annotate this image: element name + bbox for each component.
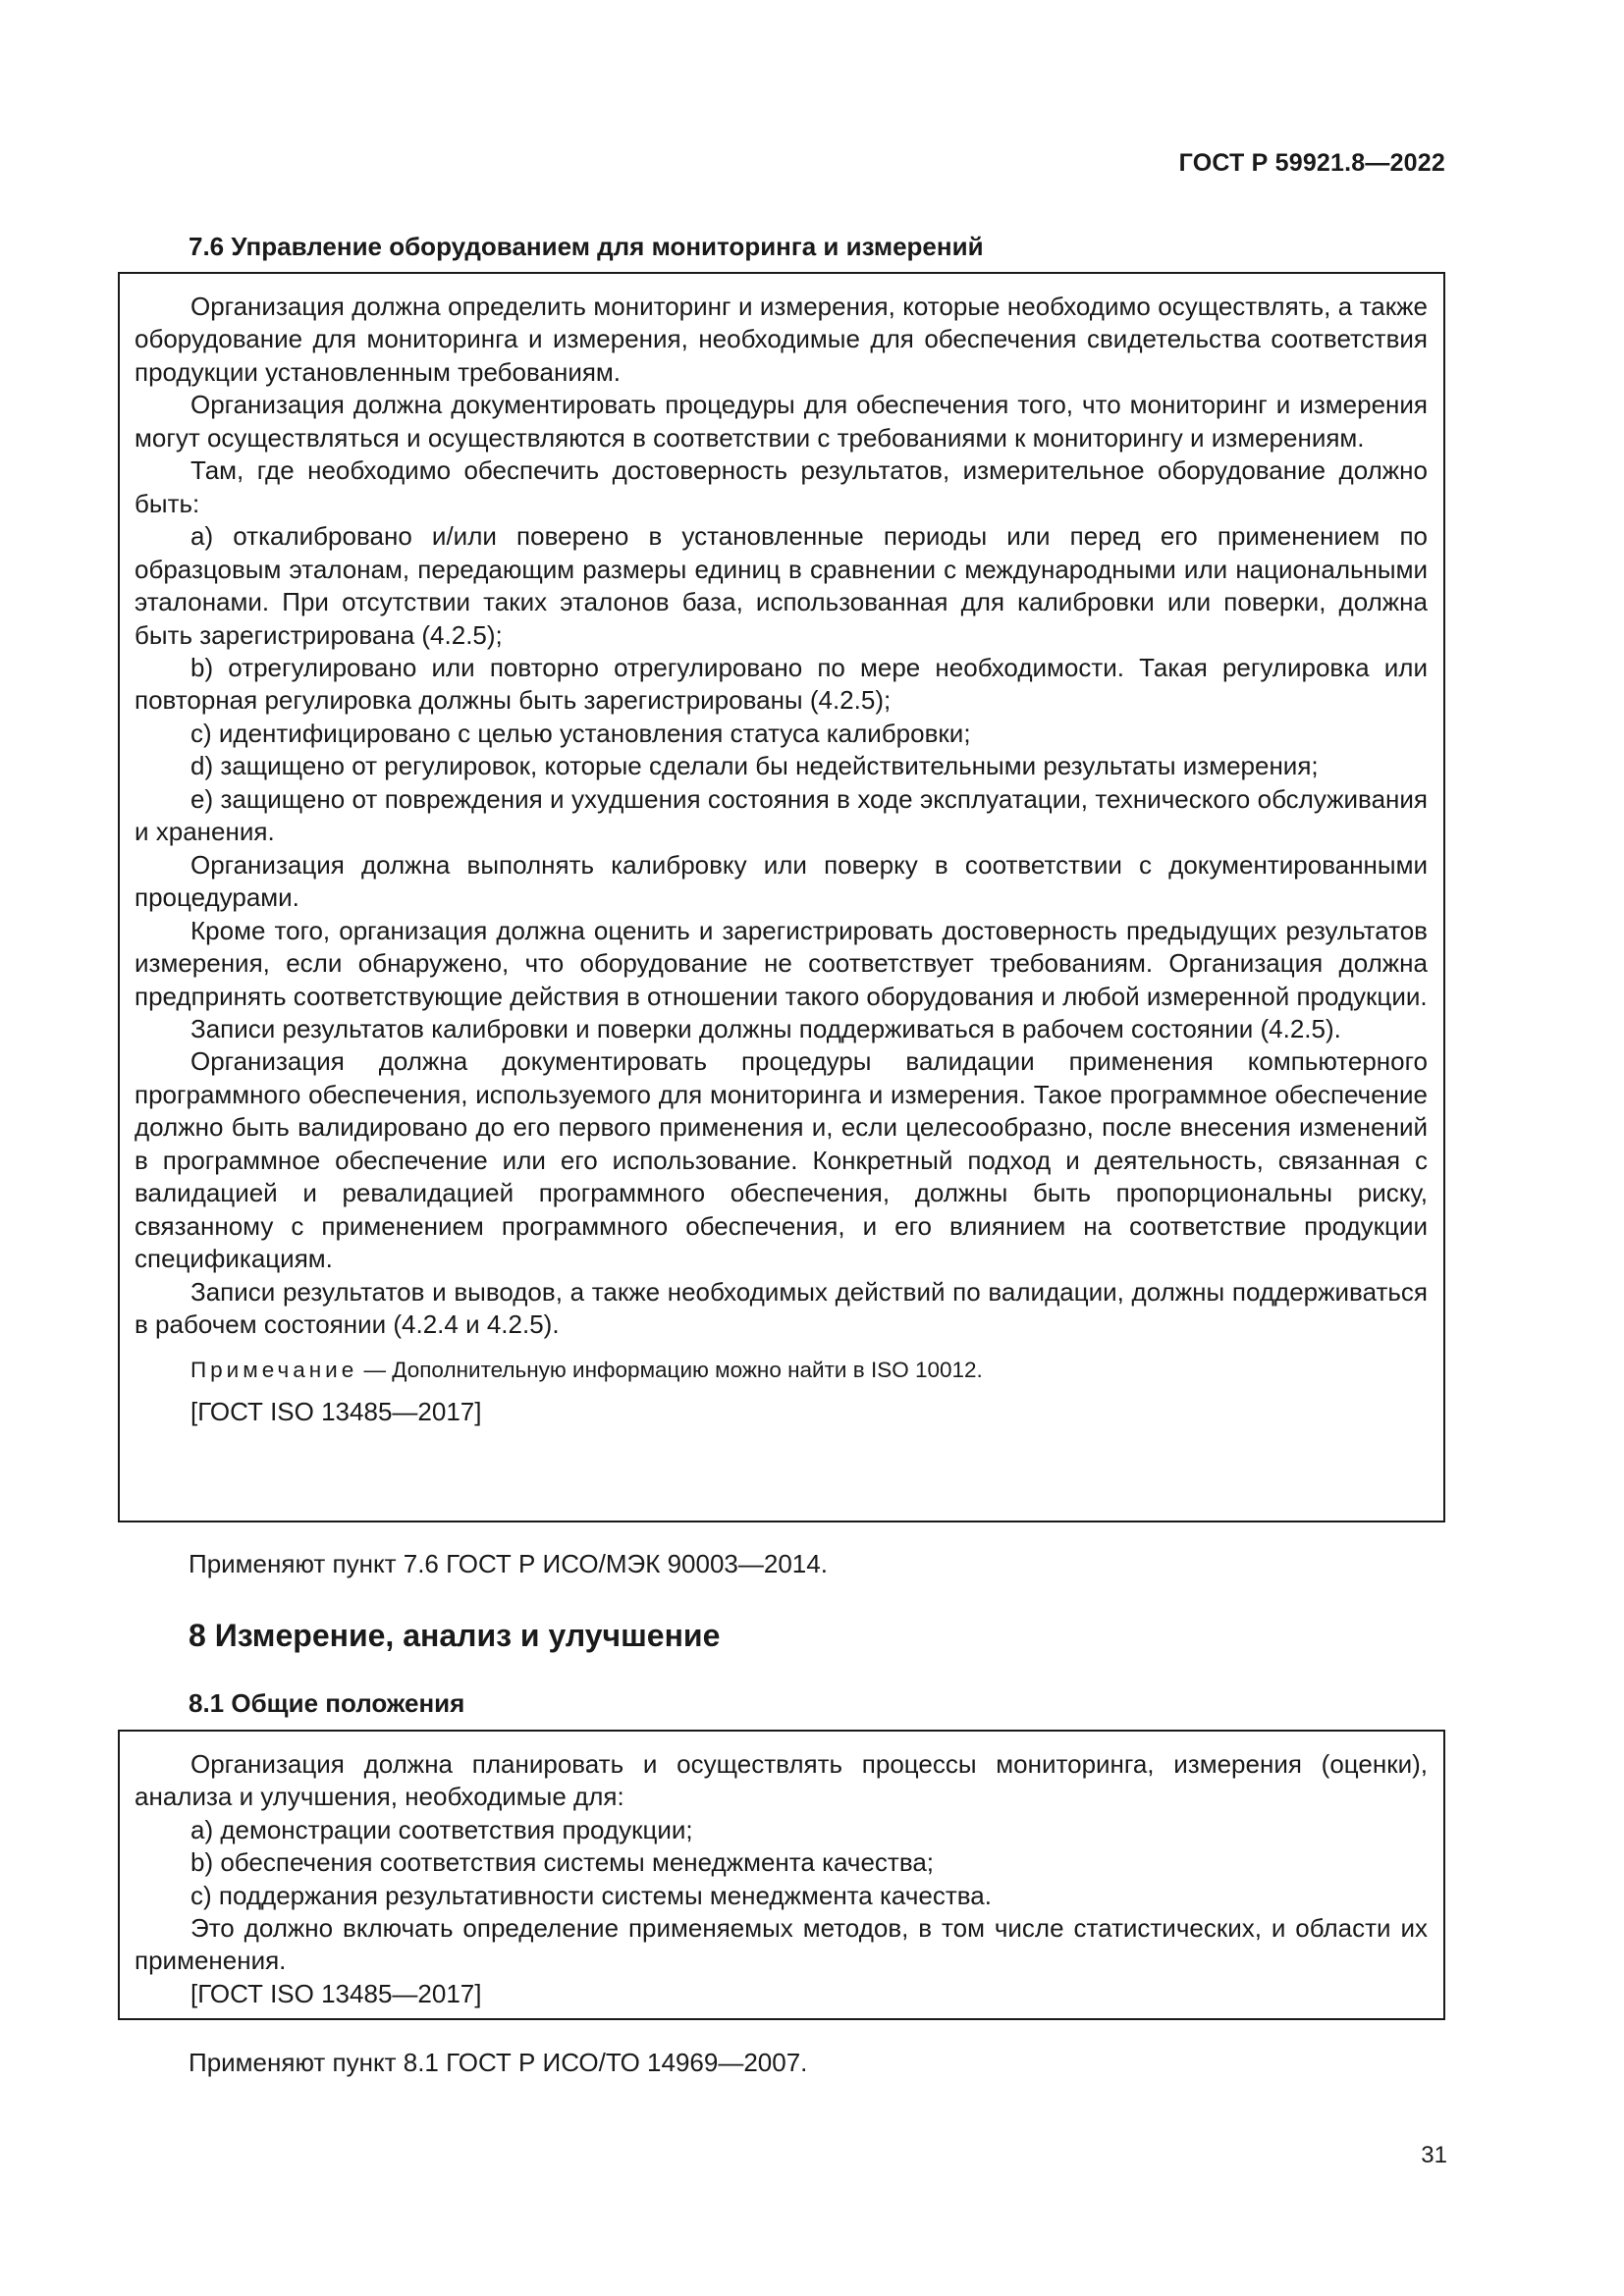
paragraph: Организация должна документировать процедуры для обеспечения того, что мониторинг и измерения могут осуществляться и осуществляются в соответствии с требованиями к мониторингу и измерениям. [135, 390, 1428, 453]
chapter-8-title: 8 Измерение, анализ и улучшение [189, 1618, 721, 1653]
paragraph: Организация должна документировать процедуры валидации применения компьютерного программного обеспечения, используемого для мониторинга и измерения. Такое программное обеспечение должно быть валидировано до его первого применения и, если целесообразно, после внесения изменений в программное обеспечение или его использование. Конкретный подход и деятельность, связанная с валидацией и ревалидацией программного обеспечения, должны быть пропорциональны риску, связанному с применением программного обеспечения, и его влиянием на соответствие продукции спецификациям. [135, 1046, 1428, 1274]
source-reference: [ГОСТ ISO 13485—2017] [190, 1396, 482, 1426]
note-label: Примечание [190, 1357, 358, 1382]
paragraph: Там, где необходимо обеспечить достоверность результатов, измерительное оборудование должно быть: [135, 455, 1428, 518]
paragraph: Организация должна планировать и осуществлять процессы мониторинга, измерения (оценки), анализа и улучшения, необходимые для: [135, 1749, 1428, 1812]
list-item: а) откалибровано и/или поверено в установленные периоды или перед его применением по образцовым эталонам, передающим размеры единиц в сравнении с международными или национальными эталонами. При отсутствии таких эталонов база, использованная для калибровки или поверки, должна быть зарегистрирована (4.2.5); [135, 521, 1428, 650]
list-item: d) защищено от регулировок, которые сделали бы недействительными результаты измерения; [190, 751, 1319, 781]
paragraph: Организация должна определить мониторинг и измерения, которые необходимо осуществлять, а также оборудование для мониторинга и измерения, необходимые для обеспечения свидетельства соответствия продукции установленным требованиям. [135, 292, 1428, 387]
list-item: b) отрегулировано или повторно отрегулировано по мере необходимости. Такая регулировка или повторная регулировка должны быть зарегистрированы (4.2.5); [135, 652, 1428, 716]
paragraph: Кроме того, организация должна оценить и зарегистрировать достоверность предыдущих результатов измерения, если обнаружено, что оборудование не соответствует требованиям. Организация должна предпринять соответствующие действия в отношении такого оборудования и любой измеренной продукции. [135, 915, 1428, 1011]
page-number: 31 [1421, 2142, 1447, 2168]
paragraph: Записи результатов и выводов, а также необходимых действий по валидации, должны поддерживаться в рабочем состоянии (4.2.4 и 4.2.5). [135, 1276, 1428, 1340]
list-item: c) поддержания результативности системы менеджмента качества. [190, 1880, 992, 1910]
list-item: c) идентифицировано с целью установления статуса калибровки; [190, 718, 971, 748]
note [135, 1354, 1428, 1386]
source-reference: [ГОСТ ISO 13485—2017] [190, 1978, 482, 2008]
document-code: ГОСТ Р 59921.8—2022 [1178, 149, 1445, 177]
list-item: e) защищено от повреждения и ухудшения состояния в ходе эксплуатации, технического обслуживания и хранения. [135, 783, 1428, 847]
section-8-1-title: 8.1 Общие положения [189, 1688, 465, 1718]
list-item: а) демонстрации соответствия продукции; [190, 1814, 693, 1844]
paragraph: Записи результатов калибровки и поверки должны поддерживаться в рабочем состоянии (4.2.5). [190, 1013, 1341, 1043]
quote-box-7-6 [118, 272, 1445, 1522]
quote-box-8-1 [118, 1730, 1445, 2020]
paragraph: Это должно включать определение применяемых методов, в том числе статистических, и области их применения. [135, 1913, 1428, 1976]
note-text: — Дополнительную информацию можно найти в ISO 10012. [357, 1357, 983, 1382]
section-7-6-title: 7.6 Управление оборудованием для мониторинга и измерений [189, 232, 984, 261]
applies-statement-8-1: Применяют пункт 8.1 ГОСТ Р ИСО/ТО 14969—2007. [189, 2048, 808, 2077]
paragraph: Организация должна выполнять калибровку или поверку в соответствии с документированными процедурами. [135, 849, 1428, 913]
applies-statement-7-6: Применяют пункт 7.6 ГОСТ Р ИСО/МЭК 90003—2014. [189, 1549, 828, 1578]
list-item: b) обеспечения соответствия системы менеджмента качества; [190, 1847, 935, 1878]
